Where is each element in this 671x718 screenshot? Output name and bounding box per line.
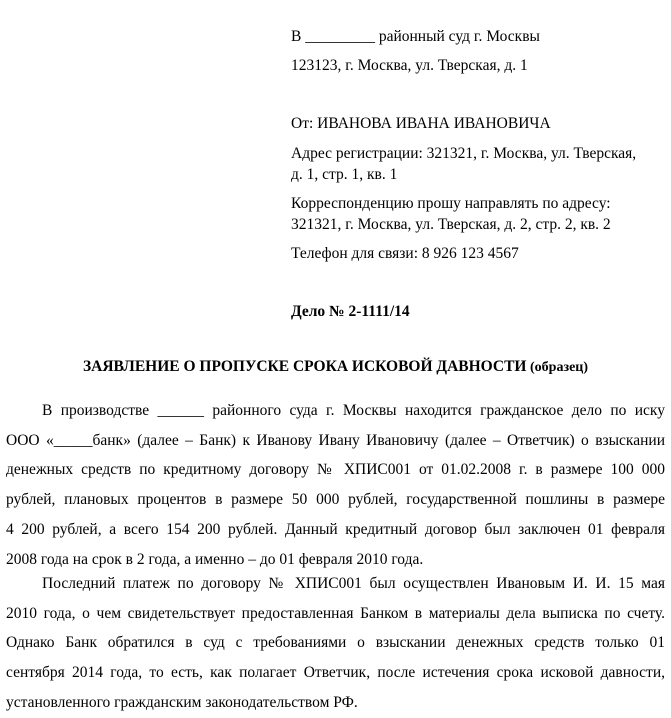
court-line: В _________ районный суд г. Москвы	[291, 28, 540, 45]
paragraph-line: ООО «_____банк» (далее – Банк) к Иванову Ивану Ивановичу (далее – Ответчик) о взыскании	[6, 431, 665, 449]
paragraph-line: сентября 2014 года, то есть, как полагает Ответчик, после истечения срока исковой давности,	[6, 664, 665, 682]
paragraph-line: денежных средств по кредитному договору № ХПИС001 от 01.02.2008 г. в размере 100 000	[6, 461, 665, 479]
title-note: (образец)	[526, 360, 589, 375]
paragraph-line: рублей, плановых процентов в размере 50 000 рублей, государственной пошлины в размере	[6, 491, 665, 509]
phone-line: Телефон для связи: 8 926 123 4567	[291, 245, 519, 262]
document-title	[0, 358, 671, 376]
correspondence-address-line-2: 321321, г. Москва, ул. Тверская, д. 2, стр. 2, кв. 2	[291, 216, 611, 233]
paragraph-1	[6, 396, 665, 574]
paragraph-line: 2008 года на срок в 2 года, а именно – до 01 февраля 2010 года.	[6, 550, 424, 568]
title-main: ЗАЯВЛЕНИЕ О ПРОПУСКЕ СРОКА ИСКОВОЙ ДАВНОСТИ	[82, 358, 527, 375]
paragraph-2	[6, 569, 665, 718]
case-number: Дело № 2-1111/14	[291, 303, 410, 320]
registration-address-line-1: Адрес регистрации: 321321, г. Москва, ул. Тверская,	[291, 145, 637, 162]
from-line: От: ИВАНОВА ИВАНА ИВАНОВИЧА	[291, 115, 551, 132]
registration-address-line-2: д. 1, стр. 1, кв. 1	[291, 166, 398, 183]
paragraph-line: Однако Банк обратился в суд с требованиями о взыскании денежных средств только 01	[6, 634, 665, 652]
paragraph-line: 2010 года, о чем свидетельствует предоставленная Банком в материалы дела выписка по счету.	[6, 604, 665, 622]
court-address: 123123, г. Москва, ул. Тверская, д. 1	[291, 57, 528, 74]
correspondence-address-line-1: Корреспонденцию прошу направлять по адресу:	[291, 195, 611, 212]
paragraph-line: установленного гражданским законодательством РФ.	[6, 693, 358, 711]
paragraph-line: 4 200 рублей, а всего 154 200 рублей. Данный кредитный договор был заключен 01 февраля	[6, 520, 665, 538]
paragraph-line: В производстве ______ районного суда г. Москвы находится гражданское дело по иску	[42, 402, 665, 419]
paragraph-line: Последний платеж по договору № ХПИС001 был осуществлен Ивановым И. И. 15 мая	[42, 575, 665, 592]
